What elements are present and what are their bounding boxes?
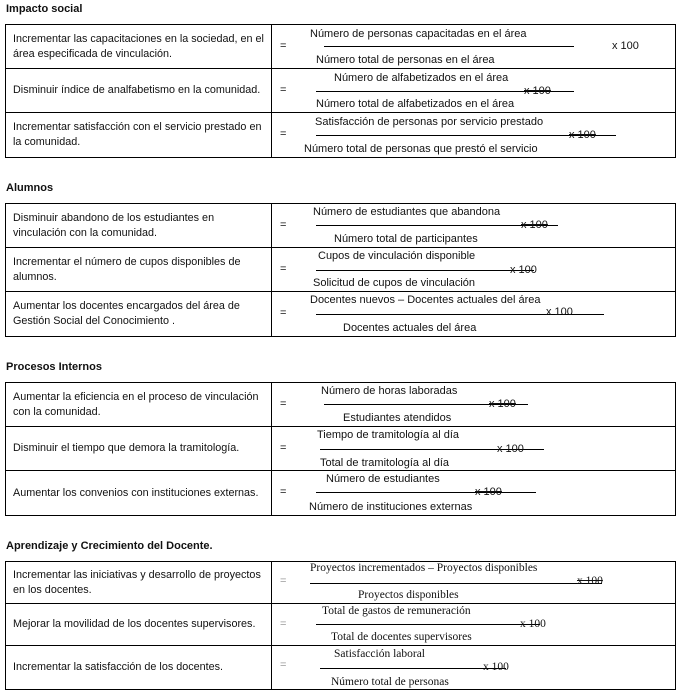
equals-sign: = <box>280 128 287 140</box>
table-row <box>6 427 676 471</box>
formula-denominator: Docentes actuales del área <box>343 322 477 334</box>
indicator-table <box>5 382 676 516</box>
formula-multiplier: x 100 <box>577 575 603 587</box>
table-row <box>6 604 676 646</box>
formula-multiplier: x 100 <box>521 219 548 231</box>
formula-numerator: Número de estudiantes <box>326 473 440 485</box>
formula-multiplier: x 100 <box>489 398 516 410</box>
objective-cell: Aumentar los docentes encargados del área de Gestión Social del Conocimiento . <box>6 292 272 337</box>
formula-multiplier: x 100 <box>475 486 502 498</box>
table-row <box>6 292 676 337</box>
formula-cell <box>272 604 676 646</box>
formula-denominator: Estudiantes atendidos <box>343 412 452 424</box>
formula-denominator: Número de instituciones externas <box>309 501 473 513</box>
objective-cell: Disminuir abandono de los estudiantes en vinculación con la comunidad. <box>6 204 272 248</box>
equals-sign: = <box>280 575 287 587</box>
formula-multiplier: x 100 <box>569 129 596 141</box>
table-row <box>6 383 676 427</box>
equals-sign: = <box>280 659 287 671</box>
table-row <box>6 248 676 292</box>
formula-numerator: Tiempo de tramitología al día <box>317 429 460 441</box>
formula-numerator: Cupos de vinculación disponible <box>318 250 476 262</box>
table-row <box>6 69 676 113</box>
table-row <box>6 204 676 248</box>
section-title: Aprendizaje y Crecimiento del Docente. <box>6 540 213 552</box>
fraction-bar <box>310 583 602 584</box>
formula-cell <box>272 69 676 113</box>
fraction-bar <box>324 46 574 47</box>
formula-cell <box>272 383 676 427</box>
equals-sign: = <box>280 84 287 96</box>
objective-cell: Mejorar la movilidad de los docentes supervisores. <box>6 604 272 646</box>
table-row <box>6 25 676 69</box>
equals-sign: = <box>280 442 287 454</box>
formula-denominator: Número total de personas que prestó el servicio <box>304 143 538 155</box>
formula-denominator: Número total de alfabetizados en el área <box>316 98 515 110</box>
indicator-table <box>5 561 676 690</box>
objective-cell: Incrementar satisfacción con el servicio prestado en la comunidad. <box>6 113 272 158</box>
equals-sign: = <box>280 398 287 410</box>
objective-cell: Incrementar el número de cupos disponibles de alumnos. <box>6 248 272 292</box>
fraction-bar <box>316 492 536 493</box>
indicator-table <box>5 24 676 158</box>
formula-cell <box>272 25 676 69</box>
formula-multiplier: x 100 <box>510 264 537 276</box>
formula-denominator: Total de docentes supervisores <box>331 631 472 643</box>
formula-denominator: Proyectos disponibles <box>358 589 459 601</box>
formula-multiplier: x 100 <box>497 443 524 455</box>
formula-cell <box>272 646 676 690</box>
equals-sign: = <box>280 263 287 275</box>
formula-numerator: Número de alfabetizados en el área <box>334 72 509 84</box>
formula-numerator: Número de personas capacitadas en el área <box>310 28 527 40</box>
objective-cell: Disminuir índice de analfabetismo en la comunidad. <box>6 69 272 113</box>
equals-sign: = <box>280 618 287 630</box>
formula-multiplier: x 100 <box>546 306 573 318</box>
formula-multiplier: x 100 <box>524 85 551 97</box>
formula-cell <box>272 471 676 516</box>
table-row <box>6 646 676 690</box>
formula-cell <box>272 248 676 292</box>
fraction-bar <box>320 668 506 669</box>
formula-denominator: Número total de personas <box>331 676 449 688</box>
section-title: Alumnos <box>6 182 54 194</box>
fraction-bar <box>316 270 534 271</box>
formula-cell <box>272 427 676 471</box>
table-row <box>6 562 676 604</box>
table-row <box>6 113 676 158</box>
formula-numerator: Total de gastos de remuneración <box>322 605 471 617</box>
objective-cell: Incrementar las capacitaciones en la sociedad, en el área especificada de vinculación. <box>6 25 272 69</box>
formula-numerator: Número de horas laboradas <box>321 385 458 397</box>
section-title: Procesos Internos <box>6 361 102 373</box>
objective-cell: Incrementar la satisfacción de los docentes. <box>6 646 272 690</box>
formula-multiplier: x 100 <box>612 40 639 52</box>
formula-cell <box>272 562 676 604</box>
formula-cell <box>272 113 676 158</box>
equals-sign: = <box>280 219 287 231</box>
formula-multiplier: x 100 <box>483 661 509 673</box>
formula-denominator: Total de tramitología al día <box>320 457 450 469</box>
formula-cell <box>272 292 676 337</box>
indicator-table <box>5 203 676 337</box>
formula-numerator: Docentes nuevos – Docentes actuales del área <box>310 294 541 306</box>
equals-sign: = <box>280 307 287 319</box>
objective-cell: Incrementar las iniciativas y desarrollo de proyectos en los docentes. <box>6 562 272 604</box>
objective-cell: Disminuir el tiempo que demora la tramitología. <box>6 427 272 471</box>
formula-denominator: Número total de participantes <box>334 233 478 245</box>
formula-denominator: Solicitud de cupos de vinculación <box>313 277 476 289</box>
formula-numerator: Satisfacción de personas por servicio prestado <box>315 116 544 128</box>
formula-numerator: Satisfacción laboral <box>334 648 426 660</box>
formula-cell <box>272 204 676 248</box>
formula-multiplier: x 100 <box>520 618 546 630</box>
objective-cell: Aumentar los convenios con instituciones externas. <box>6 471 272 516</box>
equals-sign: = <box>280 486 287 498</box>
equals-sign: = <box>280 40 287 52</box>
section-title: Impacto social <box>6 3 83 15</box>
table-row <box>6 471 676 516</box>
formula-numerator: Proyectos incrementados – Proyectos disponibles <box>310 562 538 574</box>
formula-denominator: Número total de personas en el área <box>316 54 495 66</box>
objective-cell: Aumentar la eficiencia en el proceso de vinculación con la comunidad. <box>6 383 272 427</box>
fraction-bar <box>316 624 540 625</box>
formula-numerator: Número de estudiantes que abandona <box>313 206 501 218</box>
